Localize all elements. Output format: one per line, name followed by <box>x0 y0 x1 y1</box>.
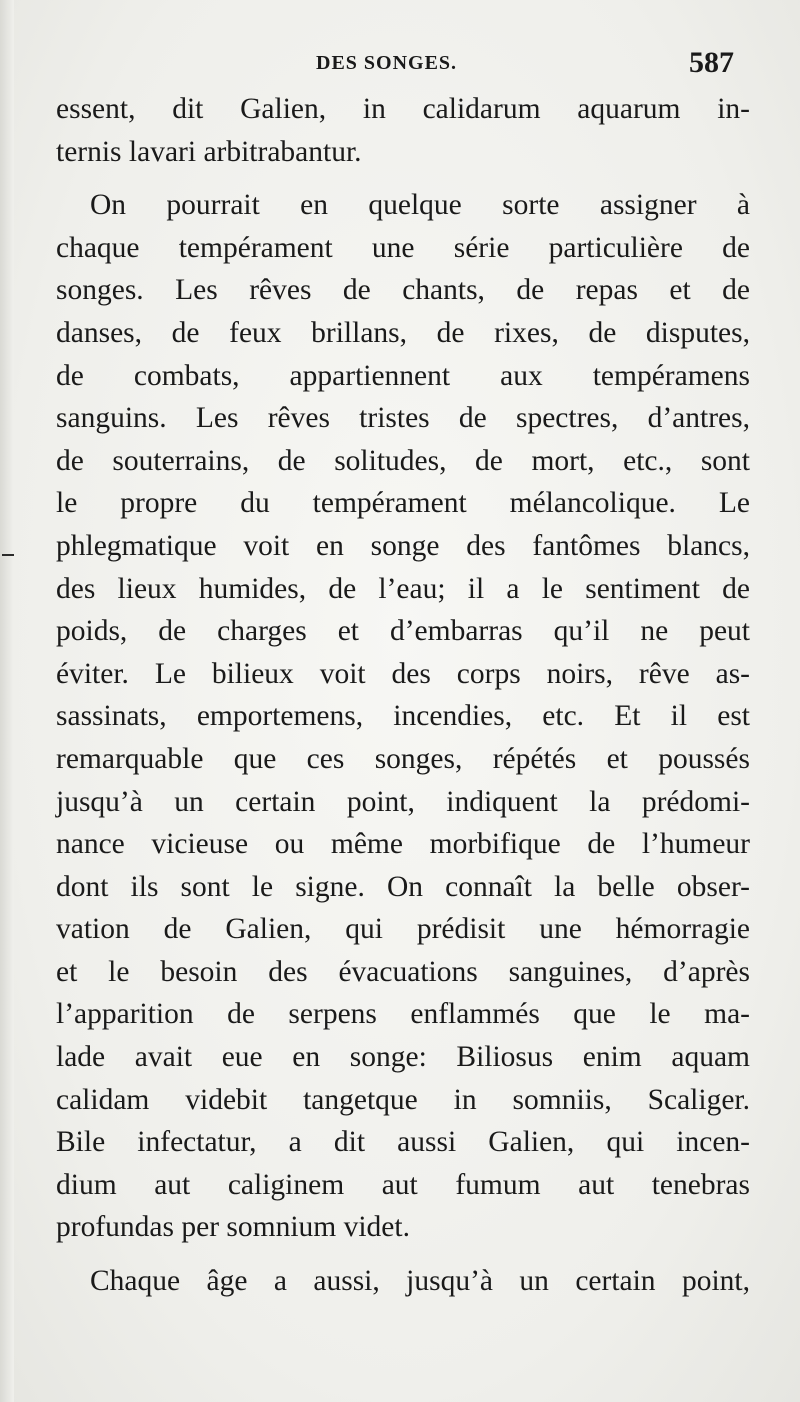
paragraph-gap <box>56 173 750 184</box>
text-line: dont ils sont le signe. On connaît la belle obser- <box>56 870 750 903</box>
running-head-title: DES SONGES. <box>316 52 458 74</box>
text-line: songes. Les rêves de chants, de repas et de <box>56 274 750 307</box>
margin-mark <box>2 554 14 556</box>
text-line: de combats, appartiennent aux tempéramens <box>56 359 750 392</box>
text-line: remarquable que ces songes, répétés et poussés <box>56 742 750 775</box>
text-line: phlegmatique voit en songe des fantômes blancs, <box>56 529 750 562</box>
text-line: danses, de feux brillans, de rixes, de disputes, <box>56 316 750 349</box>
text-line: de souterrains, de solitudes, de mort, etc., sont <box>56 444 750 477</box>
running-head <box>0 46 800 86</box>
text-line: et le besoin des évacuations sanguines, d’après <box>56 955 750 988</box>
text-line: calidam videbit tangetque in somniis, Scaliger. <box>56 1083 750 1116</box>
text-line: Bile infectatur, a dit aussi Galien, qui incen- <box>56 1126 750 1159</box>
text-line: le propre du tempérament mélancolique. Le <box>56 487 750 520</box>
paragraph-temperaments <box>56 184 750 1249</box>
text-line: l’apparition de serpens enflammés que le ma- <box>56 998 750 1031</box>
text-line: poids, de charges et d’embarras qu’il ne peut <box>56 615 750 648</box>
text-line: dium aut caliginem aut fumum aut tenebras <box>56 1168 750 1201</box>
text-line: des lieux humides, de l’eau; il a le sentiment de <box>56 572 750 605</box>
text-line: sassinats, emportemens, incendies, etc. Et il est <box>56 700 750 733</box>
text-line: vation de Galien, qui prédisit une hémorragie <box>56 913 750 946</box>
text-line: nance vicieuse ou même morbifique de l’humeur <box>56 828 750 861</box>
text-line: On pourrait en quelque sorte assigner à <box>90 189 750 222</box>
text-line: sanguins. Les rêves tristes de spectres, d’antres, <box>56 402 750 435</box>
body-text <box>56 88 750 1303</box>
text-line: jusqu’à un certain point, indiquent la prédomi- <box>56 785 750 818</box>
text-line: lade avait eue en songe: Biliosus enim aquam <box>56 1041 750 1074</box>
text-line: ternis lavari arbitrabantur. <box>56 135 362 168</box>
page-number: 587 <box>689 46 734 79</box>
paragraph-continuation <box>56 88 750 173</box>
text-line: éviter. Le bilieux voit des corps noirs, rêve as- <box>56 657 750 690</box>
text-line: essent, dit Galien, in calidarum aquarum in- <box>56 93 750 125</box>
paragraph-gap <box>56 1249 750 1260</box>
text-line: Chaque âge a aussi, jusqu’à un certain point, <box>90 1265 750 1298</box>
paragraph-ages <box>56 1260 750 1303</box>
text-line: profundas per somnium videt. <box>56 1211 410 1244</box>
text-line: chaque tempérament une série particulière de <box>56 231 750 264</box>
page-gutter-edge <box>0 0 14 1402</box>
